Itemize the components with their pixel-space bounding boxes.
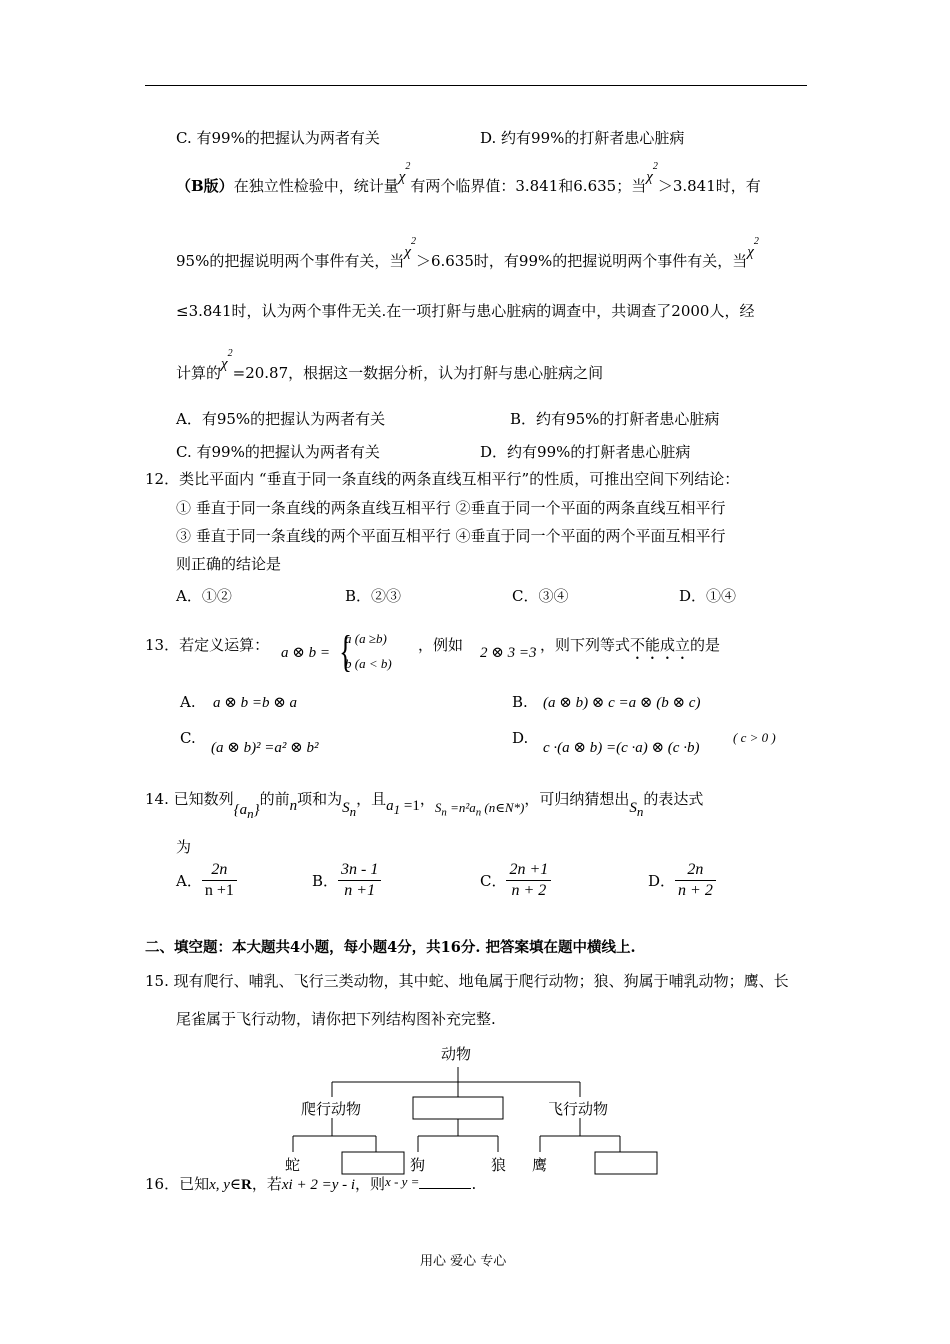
section2-heading: 二、填空题：本大题共4小题，每小题4分，共16分. 把答案填在题中横线上. — [145, 939, 636, 956]
q13-brace: { — [339, 627, 352, 676]
q13-option-a: a ⊗ b =b ⊗ a — [213, 695, 298, 711]
diagram-leaf-snake: 蛇 — [285, 1156, 301, 1174]
q13-example: 2 ⊗ 3 =3 — [480, 645, 537, 661]
q11b-option-c: C. 有99%的把握认为两者有关 — [176, 443, 380, 461]
chi-square-symbol: $\chi^2$ — [747, 236, 759, 260]
chi-square-symbol: $\chi^2$ — [398, 161, 411, 185]
q12-option-d: D．①④ — [679, 587, 737, 605]
q13-case1: a (a ≥b) — [345, 631, 387, 646]
q13-option-b: (a ⊗ b) ⊗ c =a ⊗ (b ⊗ c) — [543, 695, 701, 711]
q13-tail: ，则下列等式不能成立的是 — [540, 636, 721, 654]
chi-square-symbol: $\chi^2$ — [646, 161, 658, 185]
q12-line3: 则正确的结论是 — [176, 555, 282, 573]
q11b-line2: 95%的把握说明两个事件有关，当$\chi^2>6.635$时，有99%的把握说明两个事件有关，当$\chi^2$ — [176, 236, 759, 270]
q11a-option-d: D. 约有99%的打鼾者患心脏病 — [480, 129, 685, 147]
q13-emphasis: 不能成立 — [630, 636, 691, 654]
q13-option-c-label: C. — [180, 729, 196, 747]
q11b-option-a: A．有95%的把握认为两者有关 — [176, 410, 386, 428]
q11b-option-b: B．约有95%的打鼾者患心脏病 — [510, 410, 720, 428]
q16-line: 16．已知x, y∈R，若xi + 2 =y - i，则x - y = . — [145, 1174, 477, 1193]
q11b-option-d: D．约有99%的打鼾者患心脏病 — [480, 443, 691, 461]
q11b-line4: 计算的$\chi^2=20.87$，根据这一数据分析，认为打鼾与患心脏病之间 — [176, 348, 604, 382]
q13-example-label: ，例如 — [418, 636, 464, 654]
q14-option-a: A． $\frac{2n}{n +1}$ — [176, 860, 237, 901]
diagram-root: 动物 — [441, 1045, 472, 1063]
q13-option-d-condition: ( c > 0 ) — [733, 730, 776, 745]
q12-option-b: B．②③ — [345, 587, 402, 605]
q12-line1: ① 垂直于同一条直线的两条直线互相平行 ②垂直于同一个平面的两条直线互相平行 — [176, 499, 726, 517]
q12-line2: ③ 垂直于同一条直线的两个平面互相平行 ④垂直于同一个平面的两个平面互相平行 — [176, 527, 726, 545]
q15-line2: 尾雀属于飞行动物，请你把下列结构图补充完整. — [176, 1010, 496, 1028]
q11b-line1a: 在独立性检验中，统计量 — [233, 177, 399, 195]
q12-option-c: C．③④ — [512, 587, 569, 605]
q12-option-a: A．①② — [176, 587, 232, 605]
q13-case2: b (a < b) — [345, 656, 392, 671]
q14-option-d: D． $\frac{2n}{n + 2}$ — [648, 860, 716, 901]
q14-option-c: C． $\frac{2n +1}{n + 2}$ — [480, 860, 551, 901]
q13-number: 13．若定义运算： — [145, 636, 270, 654]
q13-option-d-label: D. — [512, 729, 529, 747]
diagram-leaf-dog: 狗 — [410, 1156, 426, 1174]
q11b-tag: （B版） — [176, 177, 234, 195]
q13-option-c: (a ⊗ b)² =a² ⊗ b² — [211, 740, 319, 756]
q13-option-b-label: B. — [512, 693, 528, 711]
diagram-flying: 飞行动物 — [548, 1100, 609, 1118]
diagram-leaf-wolf: 狼 — [491, 1156, 507, 1174]
diagram-leaf-eagle: 鹰 — [532, 1156, 548, 1174]
q13-lhs: a ⊗ b = — [281, 645, 330, 661]
q11b-line1b: 有两个临界值：3.841和6.635；当 — [410, 177, 647, 195]
q14-line2: 为 — [176, 838, 192, 856]
blank-box-mammal[interactable] — [413, 1097, 503, 1119]
q12-stem: 12．类比平面内 “垂直于同一条直线的两条直线互相平行”的性质，可推出空间下列结论： — [145, 470, 740, 488]
q13-option-d: c ·(a ⊗ b) =(c ·a) ⊗ (c ·b) — [543, 740, 700, 756]
diagram-reptile: 爬行动物 — [301, 1100, 362, 1118]
q14-line1: 14. 已知数列$\{a_n\}$的前n项和为$S_n$，且$a_1 =1$，$S_n =n^2a_n$ (n∈N*)，可归纳猜想出$S_n$的表达式 — [145, 790, 704, 821]
chi-square-symbol: $\chi^2$ — [404, 236, 416, 260]
blank-box-bird-leaf[interactable] — [595, 1152, 657, 1174]
q15-line1: 15. 现有爬行、哺乳、飞行三类动物，其中蛇、地龟属于爬行动物；狼、狗属于哺乳动物；鹰、长 — [145, 972, 789, 990]
q11a-option-c: C. 有99%的把握认为两者有关 — [176, 129, 380, 147]
q11b-line1c: ＞3.841时，有 — [657, 177, 761, 195]
q11b-line3: ≤3.841时，认为两个事件无关.在一项打鼾与患心脏病的调查中，共调查了2000人，经 — [176, 302, 755, 320]
page-footer: 用心 爱心 专心 — [420, 1254, 507, 1269]
chi-square-symbol: $\chi^2$ — [221, 348, 233, 372]
q16-answer-blank[interactable] — [419, 1174, 471, 1189]
blank-box-reptile-leaf[interactable] — [342, 1152, 404, 1174]
q14-option-b: B． $\frac{3n - 1}{n +1}$ — [312, 860, 381, 901]
q13-option-a-label: A. — [180, 693, 196, 711]
